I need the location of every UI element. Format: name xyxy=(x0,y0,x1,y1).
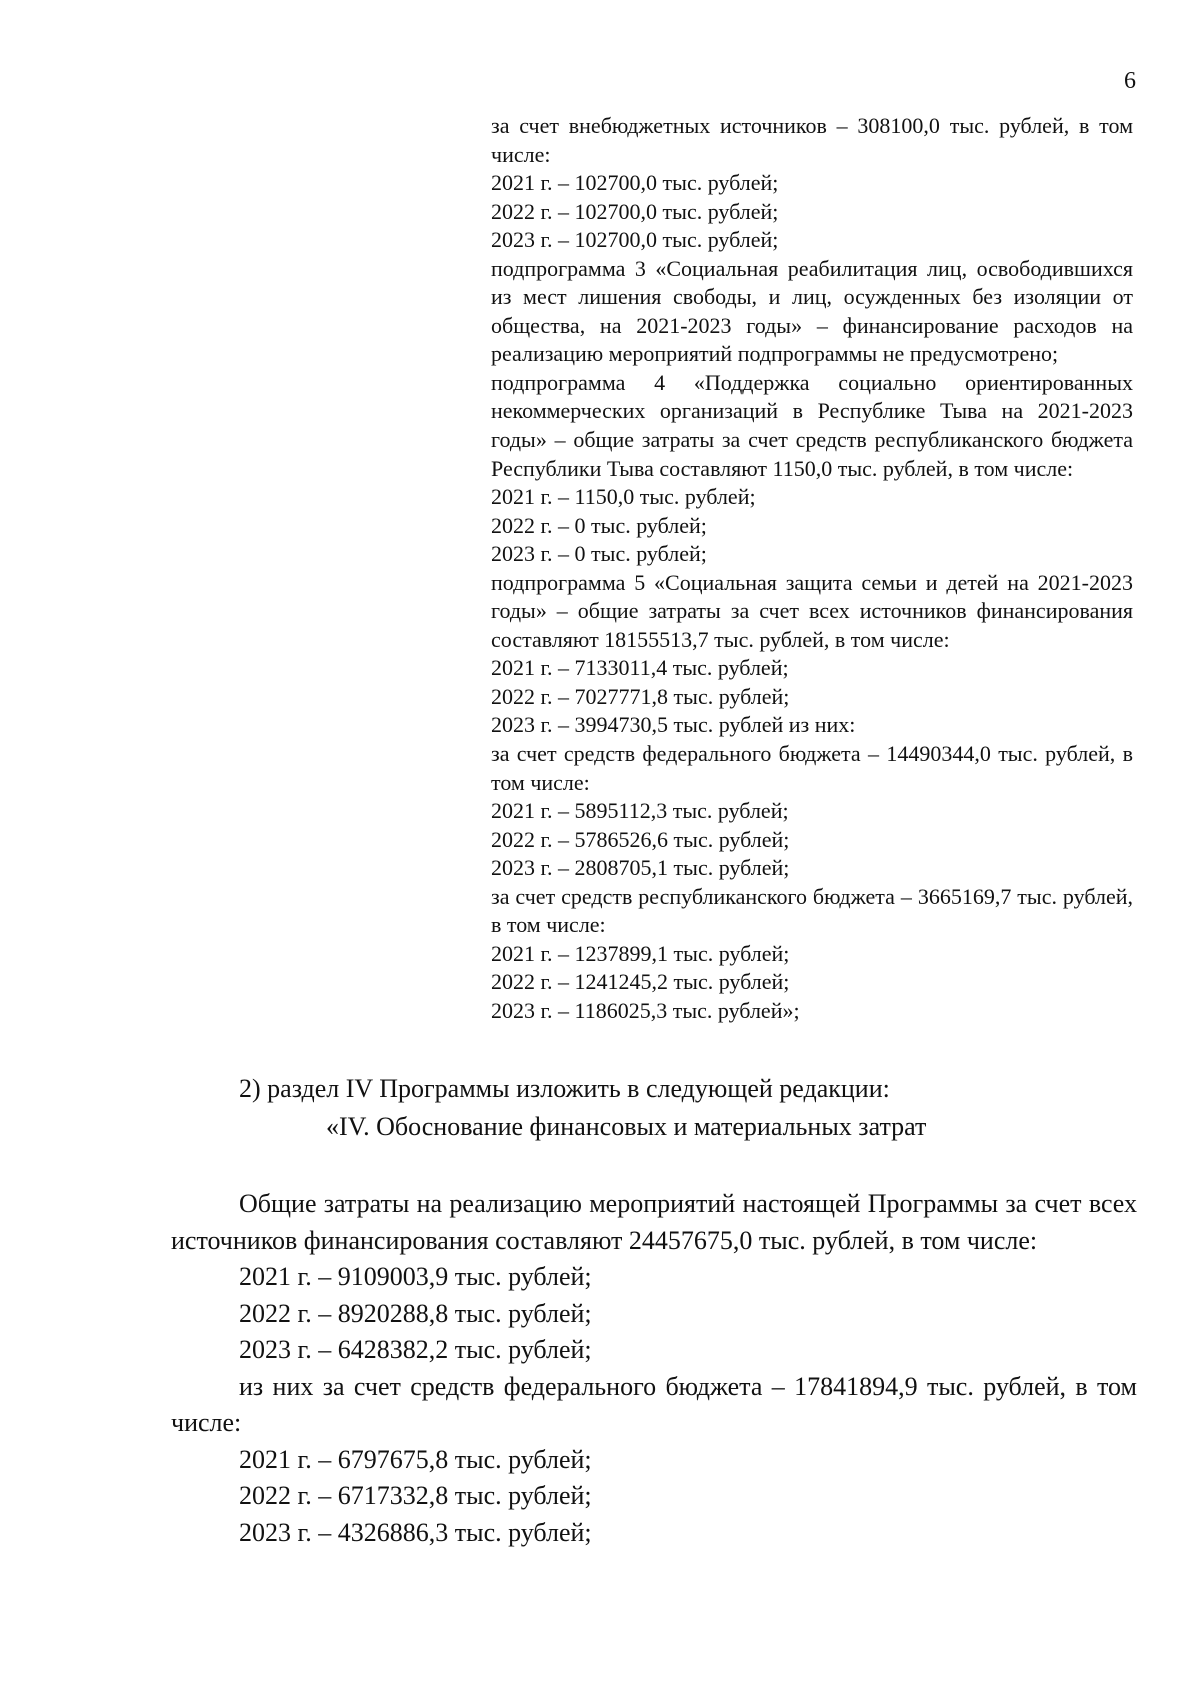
section-item: 2) раздел IV Программы изложить в следующей редакции: xyxy=(239,1074,890,1103)
text-line: 2021 г. – 9109003,9 тыс. рублей; xyxy=(239,1262,592,1291)
text-paragraph: из них за счет средств федерального бюджета – 17841894,9 тыс. рублей, в том числе: xyxy=(171,1371,1137,1437)
text-line: 2023 г. – 2808705,1 тыс. рублей; xyxy=(491,855,790,881)
text-line: 2022 г. – 1241245,2 тыс. рублей; xyxy=(491,969,790,995)
main-text xyxy=(171,1186,1137,1551)
text-line: 2022 г. – 8920288,8 тыс. рублей; xyxy=(239,1298,592,1328)
text-line: 2023 г. – 102700,0 тыс. рублей; xyxy=(491,227,779,253)
text-line: 2022 г. – 5786526,6 тыс. рублей; xyxy=(491,826,790,852)
text-line: 2022 г. – 0 тыс. рублей; xyxy=(491,512,707,538)
text-line: 2023 г. – 0 тыс. рублей; xyxy=(491,541,707,567)
text-paragraph: подпрограмма 4 «Поддержка социально ориентированных некоммерческих организаций в Республике Тыва на 2021-2023 годы» – общие затраты за счет средств республиканского бюджета Республики Тыва составляют 1150,0 тыс. рублей, в том числе: xyxy=(491,369,1133,481)
section-heading: «IV. Обоснование финансовых и материальных затрат xyxy=(326,1112,927,1141)
text-line: 2023 г. – 4326886,3 тыс. рублей; xyxy=(239,1517,592,1547)
page-number: 6 xyxy=(1124,68,1136,94)
text-paragraph: за счет средств федерального бюджета – 14490344,0 тыс. рублей, в том числе: xyxy=(491,741,1133,795)
text-line: 2022 г. – 7027771,8 тыс. рублей; xyxy=(491,683,790,709)
text-line: 2023 г. – 1186025,3 тыс. рублей»; xyxy=(491,997,800,1023)
text-line: 2022 г. – 102700,0 тыс. рублей; xyxy=(491,198,779,224)
text-line: 2021 г. – 1237899,1 тыс. рублей; xyxy=(491,940,790,966)
right-column-text xyxy=(491,112,1133,1026)
text-line: 2021 г. – 5895112,3 тыс. рублей; xyxy=(491,798,789,824)
text-line: 2021 г. – 6797675,8 тыс. рублей; xyxy=(239,1444,592,1474)
text-line: 2021 г. – 102700,0 тыс. рублей; xyxy=(491,170,779,196)
text-paragraph: за счет средств республиканского бюджета – 3665169,7 тыс. рублей, в том числе: xyxy=(491,883,1133,938)
text-line: 2021 г. – 1150,0 тыс. рублей; xyxy=(491,484,756,510)
text-line: 2021 г. – 7133011,4 тыс. рублей; xyxy=(491,655,789,681)
text-paragraph: Общие затраты на реализацию мероприятий настоящей Программы за счет всех источников финансирования составляют 24457675,0 тыс. рублей, в том числе: xyxy=(171,1189,1137,1255)
text-paragraph: за счет внебюджетных источников – 308100,0 тыс. рублей, в том числе: xyxy=(491,113,1133,167)
text-line: 2023 г. – 3994730,5 тыс. рублей из них: xyxy=(491,712,856,738)
text-line: 2022 г. – 6717332,8 тыс. рублей; xyxy=(239,1481,592,1510)
text-line: 2023 г. – 6428382,2 тыс. рублей; xyxy=(239,1335,592,1364)
text-paragraph: подпрограмма 3 «Социальная реабилитация лиц, освободившихся из мест лишения свободы, и лиц, осужденных без изоляции от общества, на 2021-2023 годы» – финансирование расходов на реализацию мероприятий подпрограммы не предусмотрено; xyxy=(491,255,1133,367)
text-paragraph: подпрограмма 5 «Социальная защита семьи и детей на 2021-2023 годы» – общие затраты за счет всех источников финансирования составляют 18155513,7 тыс. рублей, в том числе: xyxy=(491,569,1133,652)
